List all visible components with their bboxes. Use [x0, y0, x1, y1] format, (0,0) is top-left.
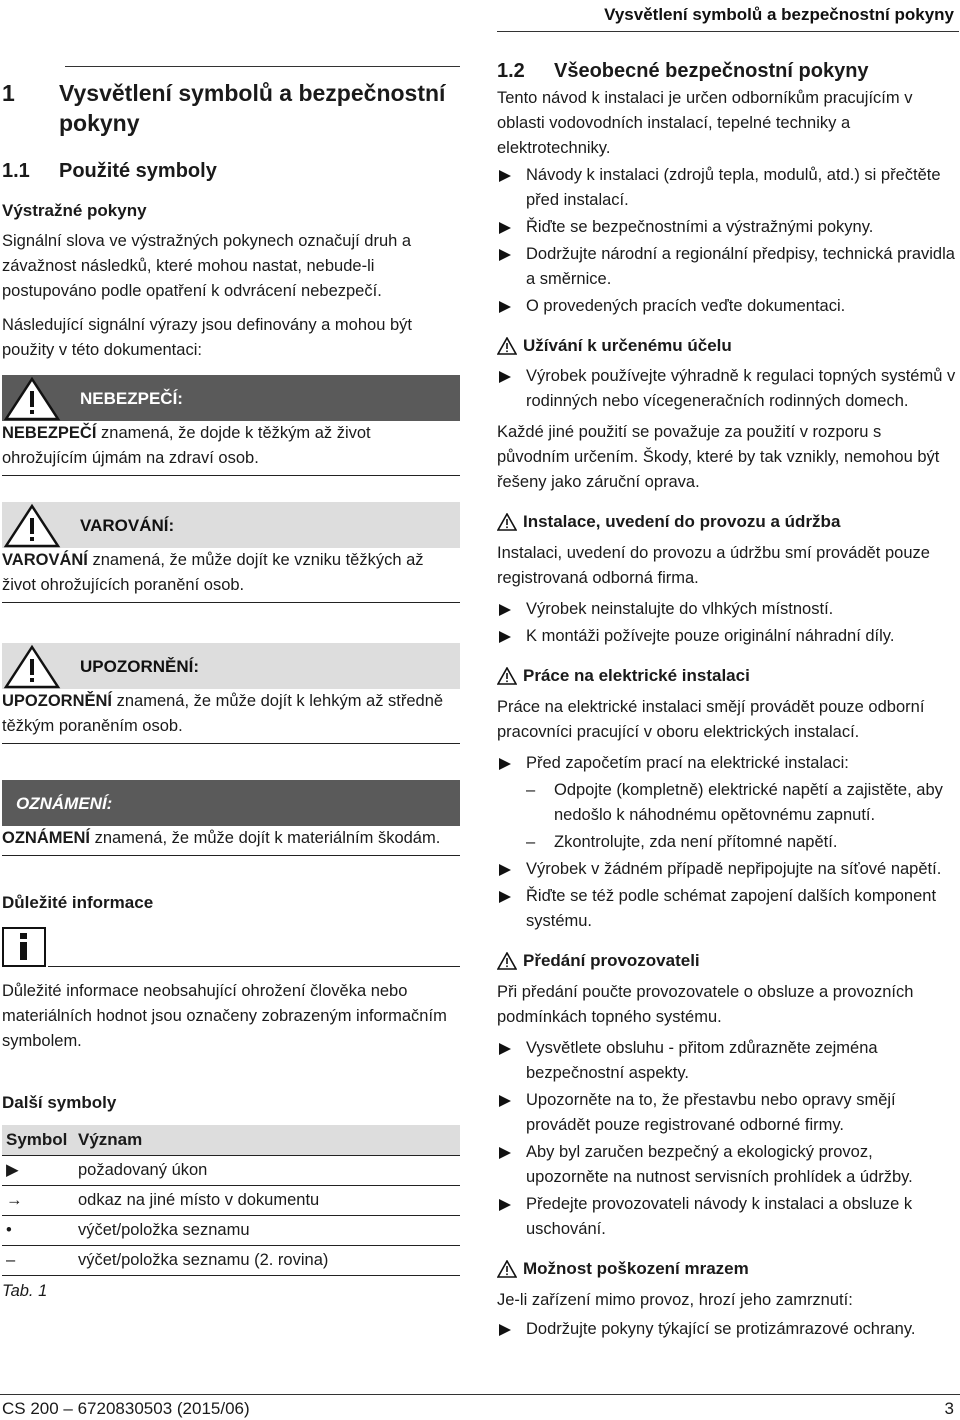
list-item — [497, 364, 957, 414]
list-item-text: O provedených pracích veďte dokumentaci. — [526, 297, 846, 315]
list-item — [497, 1192, 957, 1242]
list-item — [497, 242, 957, 292]
info-heading: Důležité informace — [2, 893, 154, 912]
danger-word: NEBEZPEČÍ — [2, 424, 97, 442]
handover-text: Při předání poučte provozovatele o obsluze a provozních podmínkách topného systému. — [497, 983, 914, 1026]
action-arrow-icon — [497, 1088, 526, 1138]
action-arrow-icon — [497, 1140, 526, 1190]
caution-text: znamená, že může dojít k lehkým až středně těžkým poraněním osob. — [2, 692, 444, 735]
symbol-cell: – — [2, 1245, 74, 1275]
notice-text: znamená, že může dojít k materiálním škodám. — [90, 829, 441, 847]
sub-list-item-text: Zkontrolujte, zda není přítomné napětí. — [554, 833, 838, 851]
warnings-heading: Výstražné pokyny — [2, 201, 147, 220]
electrical-text: Práce na elektrické instalaci smějí provádět pouze odborní pracovníci pracující v oboru elektrických instalací. — [497, 698, 925, 741]
danger-box — [2, 375, 460, 476]
handover-heading-text: Předání provozovateli — [523, 951, 700, 970]
warning-triangle-icon — [497, 952, 517, 970]
warning-text: znamená, že může dojít ke vzniku těžkých až život ohrožujících poranění osob. — [2, 551, 424, 594]
danger-label: NEBEZPEČÍ: — [80, 388, 183, 408]
header-rule — [497, 31, 959, 32]
dash-marker: – — [526, 781, 536, 799]
caution-bar — [2, 643, 460, 689]
meaning-cell: výčet/položka seznamu — [74, 1215, 460, 1245]
list-item — [497, 163, 957, 213]
action-arrow-icon — [497, 215, 526, 240]
footer-rule — [0, 1394, 960, 1395]
list-item — [497, 1140, 957, 1190]
list-item-text: Před započetím prací na elektrické instalaci: — [526, 754, 849, 772]
info-text: Důležité informace neobsahující ohrožení člověka nebo materiálních hodnot jsou označeny zobrazeným informačním symbolem. — [2, 982, 447, 1050]
warning-triangle-icon — [2, 502, 80, 548]
list-item-text: Dodržujte národní a regionální předpisy, technická pravidla a směrnice. — [526, 245, 955, 288]
list-item-text: Vysvětlete obsluhu - přitom zdůrazněte zejména bezpečnostní aspekty. — [526, 1039, 878, 1082]
warning-description — [2, 548, 460, 603]
dash-marker: – — [526, 833, 536, 851]
meaning-cell: odkaz na jiné místo v dokumentu — [74, 1185, 460, 1215]
list-item-text: Návody k instalaci (zdrojů tepla, modulů, atd.) si přečtěte před instalací. — [526, 166, 941, 209]
intro-bullet-list — [497, 163, 957, 319]
page-header-title: Vysvětlení symbolů a bezpečnostní pokyny — [604, 5, 954, 24]
list-item — [497, 884, 957, 934]
symbol-cell: → — [2, 1185, 74, 1215]
use-heading-text: Užívání k určenému účelu — [523, 336, 732, 355]
list-item-text: Řiďte se bezpečnostními a výstražnými pokyny. — [526, 218, 874, 236]
info-icon — [2, 927, 46, 967]
caution-box — [2, 643, 460, 744]
list-item — [497, 215, 957, 240]
info-symbol-row — [2, 927, 460, 967]
info-rule — [48, 927, 460, 967]
table-row — [2, 1215, 460, 1245]
electrical-heading-text: Práce na elektrické instalaci — [523, 666, 750, 685]
list-item — [497, 751, 957, 776]
sub-list-item — [497, 778, 957, 828]
other-symbols-heading: Další symboly — [2, 1093, 117, 1112]
action-arrow-icon — [497, 242, 526, 292]
danger-text: znamená, že dojde k těžkým až život ohrožujícím újmám na zdraví osob. — [2, 424, 371, 467]
warning-triangle-icon — [497, 667, 517, 685]
install-heading — [497, 509, 957, 534]
caution-label: UPOZORNĚNÍ: — [80, 656, 199, 676]
warning-word: VAROVÁNÍ — [2, 551, 88, 569]
list-item-text: Výrobek v žádném případě nepřipojujte na síťové napětí. — [526, 860, 942, 878]
list-item — [497, 624, 957, 649]
use-heading — [497, 333, 957, 358]
list-item-text: K montáži požívejte pouze originální náhradní díly. — [526, 627, 895, 645]
danger-description — [2, 421, 460, 476]
list-item-text: Výrobek používejte výhradně k regulaci topných systémů v rodinných nebo vícegeneračních rodinných domech. — [526, 367, 956, 410]
table-caption: Tab. 1 — [2, 1281, 48, 1300]
warning-bar — [2, 502, 460, 548]
section-title: Vysvětlení symbolů a bezpečnostní pokyny — [59, 80, 446, 136]
warning-triangle-icon — [497, 1260, 517, 1278]
subsection-number: 1.1 — [2, 160, 30, 182]
subsection-title: Všeobecné bezpečnostní pokyny — [554, 60, 869, 82]
frost-text: Je-li zařízení mimo provoz, hrozí jeho zamrznutí: — [497, 1291, 853, 1309]
action-arrow-icon — [497, 884, 526, 934]
subsection-number: 1.2 — [497, 60, 525, 82]
list-item — [497, 1317, 957, 1342]
notice-box — [2, 780, 460, 856]
caution-word: UPOZORNĚNÍ — [2, 692, 113, 710]
notice-label: OZNÁMENÍ: — [2, 780, 460, 826]
left-column — [2, 66, 460, 1304]
action-arrow-icon — [497, 597, 526, 622]
meaning-cell: výčet/položka seznamu (2. rovina) — [74, 1245, 460, 1275]
right-column — [497, 58, 957, 1342]
symbol-cell: ▶ — [2, 1155, 74, 1185]
subsection-heading — [497, 58, 957, 84]
col-symbol-header: Symbol — [2, 1125, 74, 1155]
action-arrow-icon — [497, 624, 526, 649]
action-arrow-icon — [497, 751, 526, 776]
frost-heading — [497, 1256, 957, 1281]
sub-list-item — [497, 830, 957, 855]
subsection-title: Použité symboly — [59, 160, 217, 182]
symbols-table — [2, 1125, 460, 1276]
table-row — [2, 1155, 460, 1185]
list-item — [497, 1088, 957, 1138]
sub-list-item-text: Odpojte (kompletně) elektrické napětí a zajistěte, aby nedošlo k náhodnému opětovnému zapnutí. — [554, 781, 943, 824]
warnings-intro: Signální slova ve výstražných pokynech označují druh a závažnost následků, které mohou nastat, nebude-li postupováno podle opatření k odvrácení nebezpečí. — [2, 232, 412, 300]
subsection-heading — [2, 158, 460, 184]
col-meaning-header: Význam — [74, 1125, 460, 1155]
warning-box — [2, 502, 460, 603]
list-item — [497, 294, 957, 319]
list-item — [497, 857, 957, 882]
page-number: 3 — [944, 1399, 954, 1418]
table-row — [2, 1185, 460, 1215]
symbol-cell: • — [2, 1215, 74, 1245]
section-number: 1 — [2, 80, 15, 106]
notice-description — [2, 826, 460, 856]
list-item-text: Předejte provozovateli návody k instalaci a obsluze k uschování. — [526, 1195, 913, 1238]
notice-word: OZNÁMENÍ — [2, 829, 90, 847]
general-intro: Tento návod k instalaci je určen odborníkům pracujícím v oblasti vodovodních instalací, tepelné techniky a elektrotechniky. — [497, 89, 913, 157]
handover-heading — [497, 948, 957, 973]
list-item-text: Aby byl zaručen bezpečný a ekologický provoz, upozorněte na nutnost servisních prohlídek a údržby. — [526, 1143, 913, 1186]
install-heading-text: Instalace, uvedení do provozu a údržba — [523, 512, 841, 531]
warning-triangle-icon — [497, 513, 517, 531]
danger-bar — [2, 375, 460, 421]
list-item-text: Upozorněte na to, že přestavbu nebo opravy smějí provádět pouze registrované odborné firmy. — [526, 1091, 896, 1134]
warning-triangle-icon — [2, 643, 80, 689]
meaning-cell: požadovaný úkon — [74, 1155, 460, 1185]
action-arrow-icon — [497, 364, 526, 414]
action-arrow-icon — [497, 1317, 526, 1342]
list-item-text: Řiďte se též podle schémat zapojení dalších komponent systému. — [526, 887, 937, 930]
warning-label: VAROVÁNÍ: — [80, 515, 175, 535]
action-arrow-icon — [497, 1036, 526, 1086]
action-arrow-icon — [497, 163, 526, 213]
footer-doc-id: CS 200 – 6720830503 (2015/06) — [2, 1399, 250, 1418]
list-item-text: Dodržujte pokyny týkající se protizámrazové ochrany. — [526, 1320, 916, 1338]
frost-heading-text: Možnost poškození mrazem — [523, 1259, 749, 1278]
action-arrow-icon — [497, 857, 526, 882]
action-arrow-icon — [497, 294, 526, 319]
action-arrow-icon — [497, 1192, 526, 1242]
list-item — [497, 597, 957, 622]
table-row — [2, 1245, 460, 1275]
section-heading — [2, 78, 460, 138]
caution-description — [2, 689, 460, 744]
warning-triangle-icon — [2, 375, 80, 421]
use-text: Každé jiné použití se považuje za použití v rozporu s původním určením. Škody, které by tak vznikly, nemohou být řešeny jako záruční oprava. — [497, 423, 940, 491]
warnings-intro-2: Následující signální výrazy jsou definovány a mohou být použity v této dokumentaci: — [2, 316, 412, 359]
install-text: Instalaci, uvedení do provozu a údržbu smí provádět pouze registrovaná odborná firma. — [497, 544, 930, 587]
electrical-heading — [497, 663, 957, 688]
list-item — [497, 1036, 957, 1086]
list-item-text: Výrobek neinstalujte do vlhkých místností. — [526, 600, 834, 618]
warning-triangle-icon — [497, 337, 517, 355]
